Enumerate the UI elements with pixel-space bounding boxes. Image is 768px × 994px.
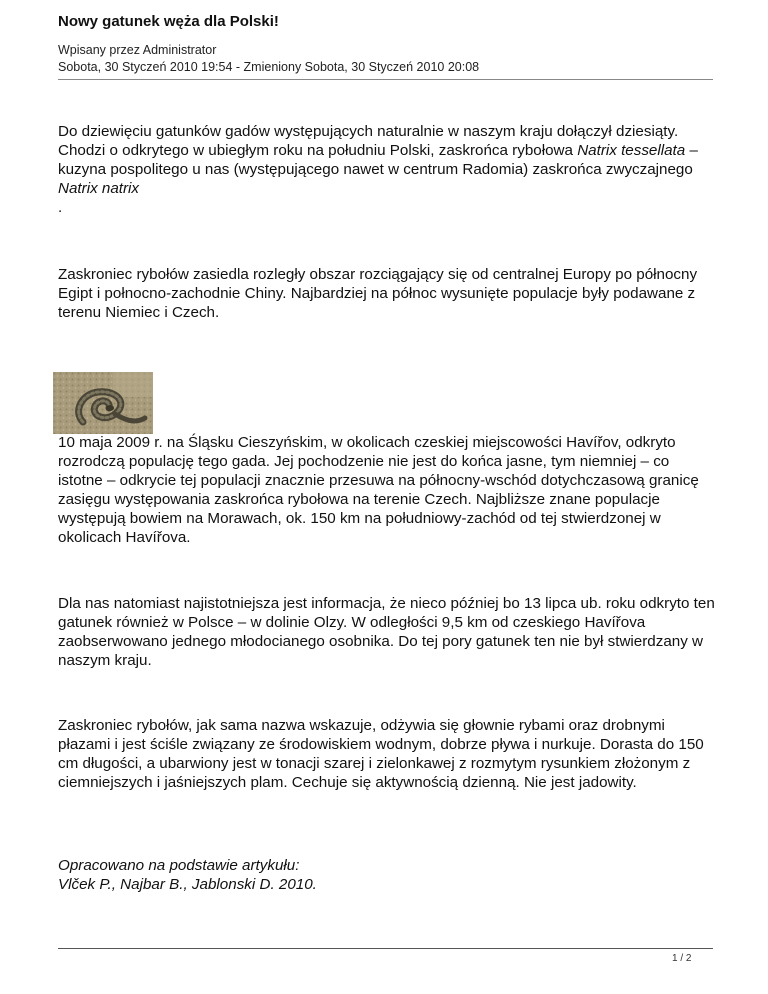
date-line: Sobota, 30 Styczeń 2010 19:54 - Zmieniony Sobota, 30 Styczeń 2010 20:08 (58, 60, 480, 74)
header-divider (58, 79, 713, 80)
paragraph-discovery-czech: 10 maja 2009 r. na Śląsku Cieszyńskim, w okolicach czeskiej miejscowości Havířov, odkryto rozrodczą populację tego gada. Jej pochodzenie nie jest do końca jasne, tym niemniej – co istotne – odkrycie tej populacji znacznie przesuwa na północny-wschód dotychczasową granicę zasięgu występowania zaskrońca rybołowa na terenie Czech. Najbliższe znane populacje występują bowiem na Morawach, ok. 150 km na południowy-zachód od tej stwierdzonej w okolicach Havířova. (58, 434, 699, 546)
paragraph-range: Zaskroniec rybołów zasiedla rozległy obszar rozciągający się od centralnej Europy po północny Egipt i połnocno-zachodnie Chiny. Najbardziej na północ wysunięte populacje były podawane z terenu Niemiec i Czech. (58, 266, 698, 321)
intro-text-b: – kuzyna pospolitego u nas (występującego nawet w centrum Radomia) zaskrońca zwyczajnego (58, 142, 698, 178)
source-line-2: Vlček P., Najbar B., Jablonski D. 2010. (58, 876, 317, 893)
page-number: 1 / 2 (672, 953, 692, 964)
species-name-natrix: Natrix natrix (58, 180, 140, 197)
snake-photo (53, 372, 153, 434)
author-line: Wpisany przez Administrator (58, 43, 217, 57)
source-line-1: Opracowano na podstawie artykułu: (58, 857, 300, 874)
intro-text-c: . (58, 199, 63, 216)
article-title: Nowy gatunek węża dla Polski! (58, 13, 279, 30)
intro-text-a: Do dziewięciu gatunków gadów występujących naturalnie w naszym kraju dołączył dziesiąty. Chodzi o odkrytego w ubiegłym roku na południu Polski, zaskrońca rybołowa (58, 123, 679, 159)
footer-divider (58, 948, 713, 949)
species-name-tessellata: Natrix tessellata (577, 142, 686, 159)
paragraph-description: Zaskroniec rybołów, jak sama nazwa wskazuje, odżywia się głownie rybami oraz drobnymi płazami i jest ściśle związany ze środowiskiem wodnym, dobrze pływa i nurkuje. Dorasta do 150 cm długości, a ubarwiony jest w tonacji szarej i zielonkawej z rozmytym rysunkiem złożonym z ciemniejszych i jaśniejszych plam. Cechuje się aktywnością dzienną. Nie jest jadowity. (58, 717, 704, 791)
paragraph-discovery-poland: Dla nas natomiast najistotniejsza jest informacja, że nieco później bo 13 lipca ub. roku odkryto ten gatunek również w Polsce – w dolinie Olzy. W odległości 9,5 km od czeskiego Havířova zaobserwowano jednego młodocianego osobnika. Do tej pory gatunek ten nie był stwierdzany w naszym kraju. (58, 595, 715, 669)
source-citation (58, 856, 718, 894)
paragraph-intro (58, 122, 718, 217)
